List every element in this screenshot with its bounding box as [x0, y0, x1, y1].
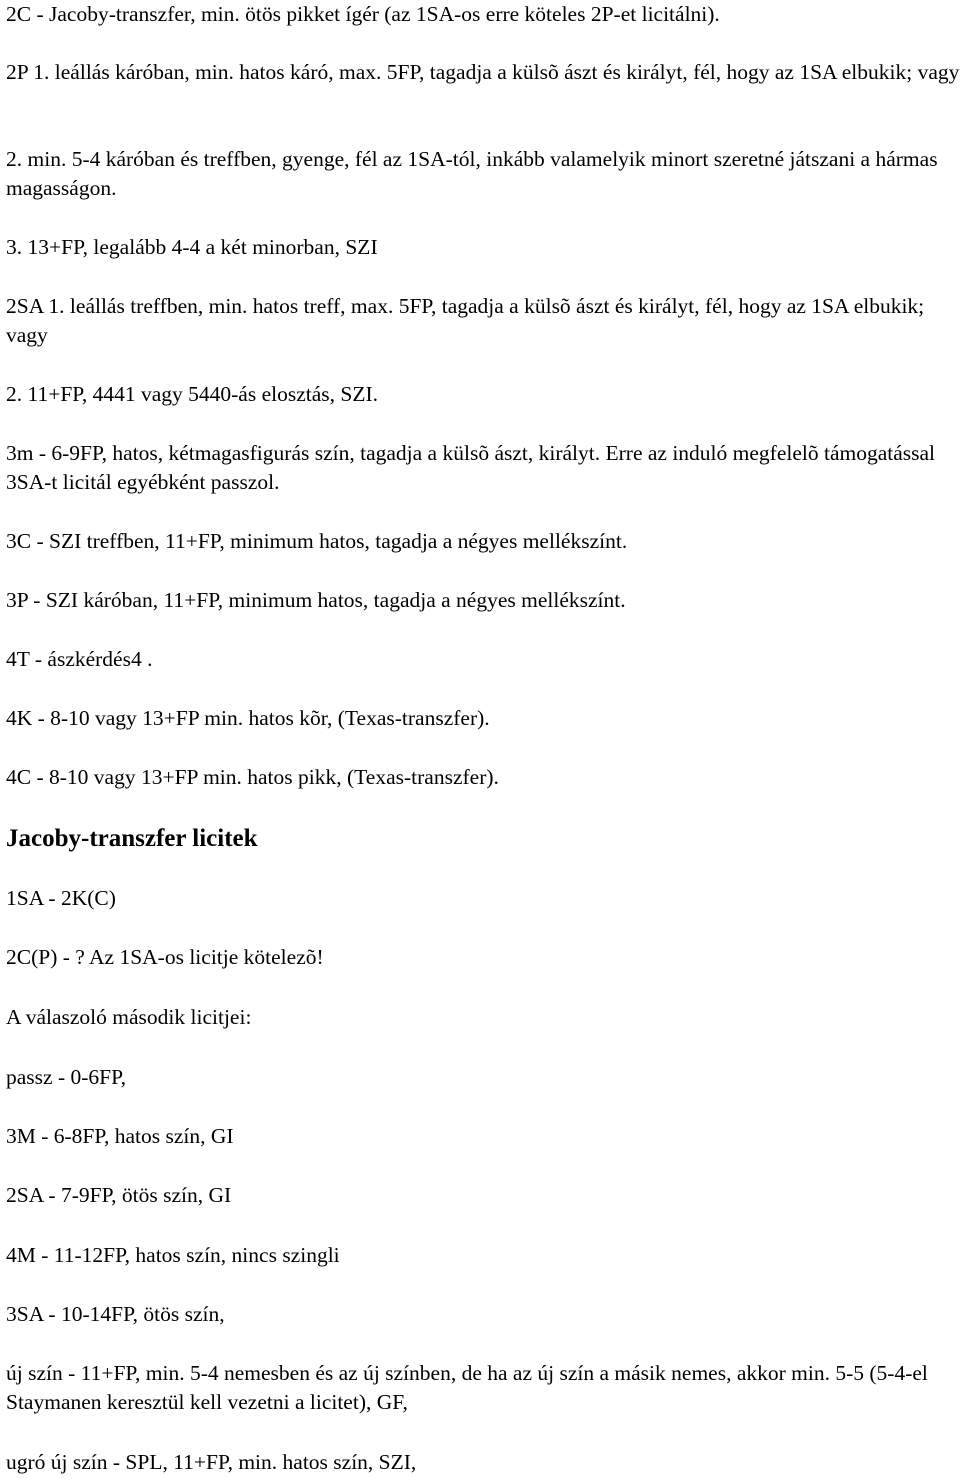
- paragraph-4m-response: 4M - 11-12FP, hatos szín, nincs szingli: [6, 1243, 340, 1267]
- paragraph-2c-response: 2C(P) - ? Az 1SA-os licitje kötelezõ!: [6, 945, 324, 969]
- paragraph-responder-second-bids: A válaszoló második licitjei:: [6, 1005, 252, 1029]
- paragraph-3sa-response: 3SA - 10-14FP, ötös szín,: [6, 1302, 225, 1326]
- paragraph-3p: 3P - SZI káróban, 11+FP, minimum hatos, tagadja a négyes mellékszínt.: [6, 588, 626, 612]
- paragraph-2c-jacoby: 2C - Jacoby-transzfer, min. ötös pikket ígér (az 1SA-os erre köteles 2P-et licitálni).: [6, 2, 720, 26]
- paragraph-jump-new-suit: ugró új szín - SPL, 11+FP, min. hatos szín, SZI,: [6, 1450, 417, 1474]
- paragraph-4c: 4C - 8-10 vagy 13+FP min. hatos pikk, (Texas-transzfer).: [6, 765, 499, 789]
- paragraph-new-suit: új szín - 11+FP, min. 5-4 nemesben és az új színben, de ha az új szín a másik nemes, akkor min. 5-5 (5-4-el Staymanen keresztül kell vezetni a licitet), GF,: [6, 1361, 928, 1414]
- section-heading: Jacoby-transzfer licitek: [6, 825, 258, 852]
- paragraph-3m-response: 3M - 6-8FP, hatos szín, GI: [6, 1124, 234, 1148]
- paragraph-passz: passz - 0-6FP,: [6, 1065, 127, 1089]
- paragraph-2p-option-1: 2P 1. leállás káróban, min. hatos káró, max. 5FP, tagadja a külsõ ászt és királyt, fél, hogy az 1SA elbukik; vagy: [6, 60, 960, 84]
- paragraph-2sa-option-1: 2SA 1. leállás treffben, min. hatos treff, max. 5FP, tagadja a külsõ ászt és királyt, fél, hogy az 1SA elbukik; vagy: [6, 294, 925, 347]
- paragraph-1sa-2k: 1SA - 2K(C): [6, 886, 116, 910]
- paragraph-2sa-option-2: 2. 11+FP, 4441 vagy 5440-ás elosztás, SZI.: [6, 382, 379, 406]
- paragraph-4t: 4T - ászkérdés4 .: [6, 647, 153, 671]
- paragraph-2p-option-3: 3. 13+FP, legalább 4-4 a két minorban, SZI: [6, 235, 378, 259]
- paragraph-3c: 3C - SZI treffben, 11+FP, minimum hatos, tagadja a négyes mellékszínt.: [6, 529, 628, 553]
- paragraph-4k: 4K - 8-10 vagy 13+FP min. hatos kõr, (Texas-transzfer).: [6, 706, 490, 730]
- paragraph-2sa-response: 2SA - 7-9FP, ötös szín, GI: [6, 1183, 232, 1207]
- paragraph-2p-option-2: 2. min. 5-4 káróban és treffben, gyenge, fél az 1SA-tól, inkább valamelyik minort szeretné játszani a hármas magasságon.: [6, 147, 938, 200]
- paragraph-3m: 3m - 6-9FP, hatos, kétmagasfigurás szín, tagadja a külsõ ászt, királyt. Erre az induló megfelelõ támogatással 3SA-t licitál egyébként passzol.: [6, 441, 936, 494]
